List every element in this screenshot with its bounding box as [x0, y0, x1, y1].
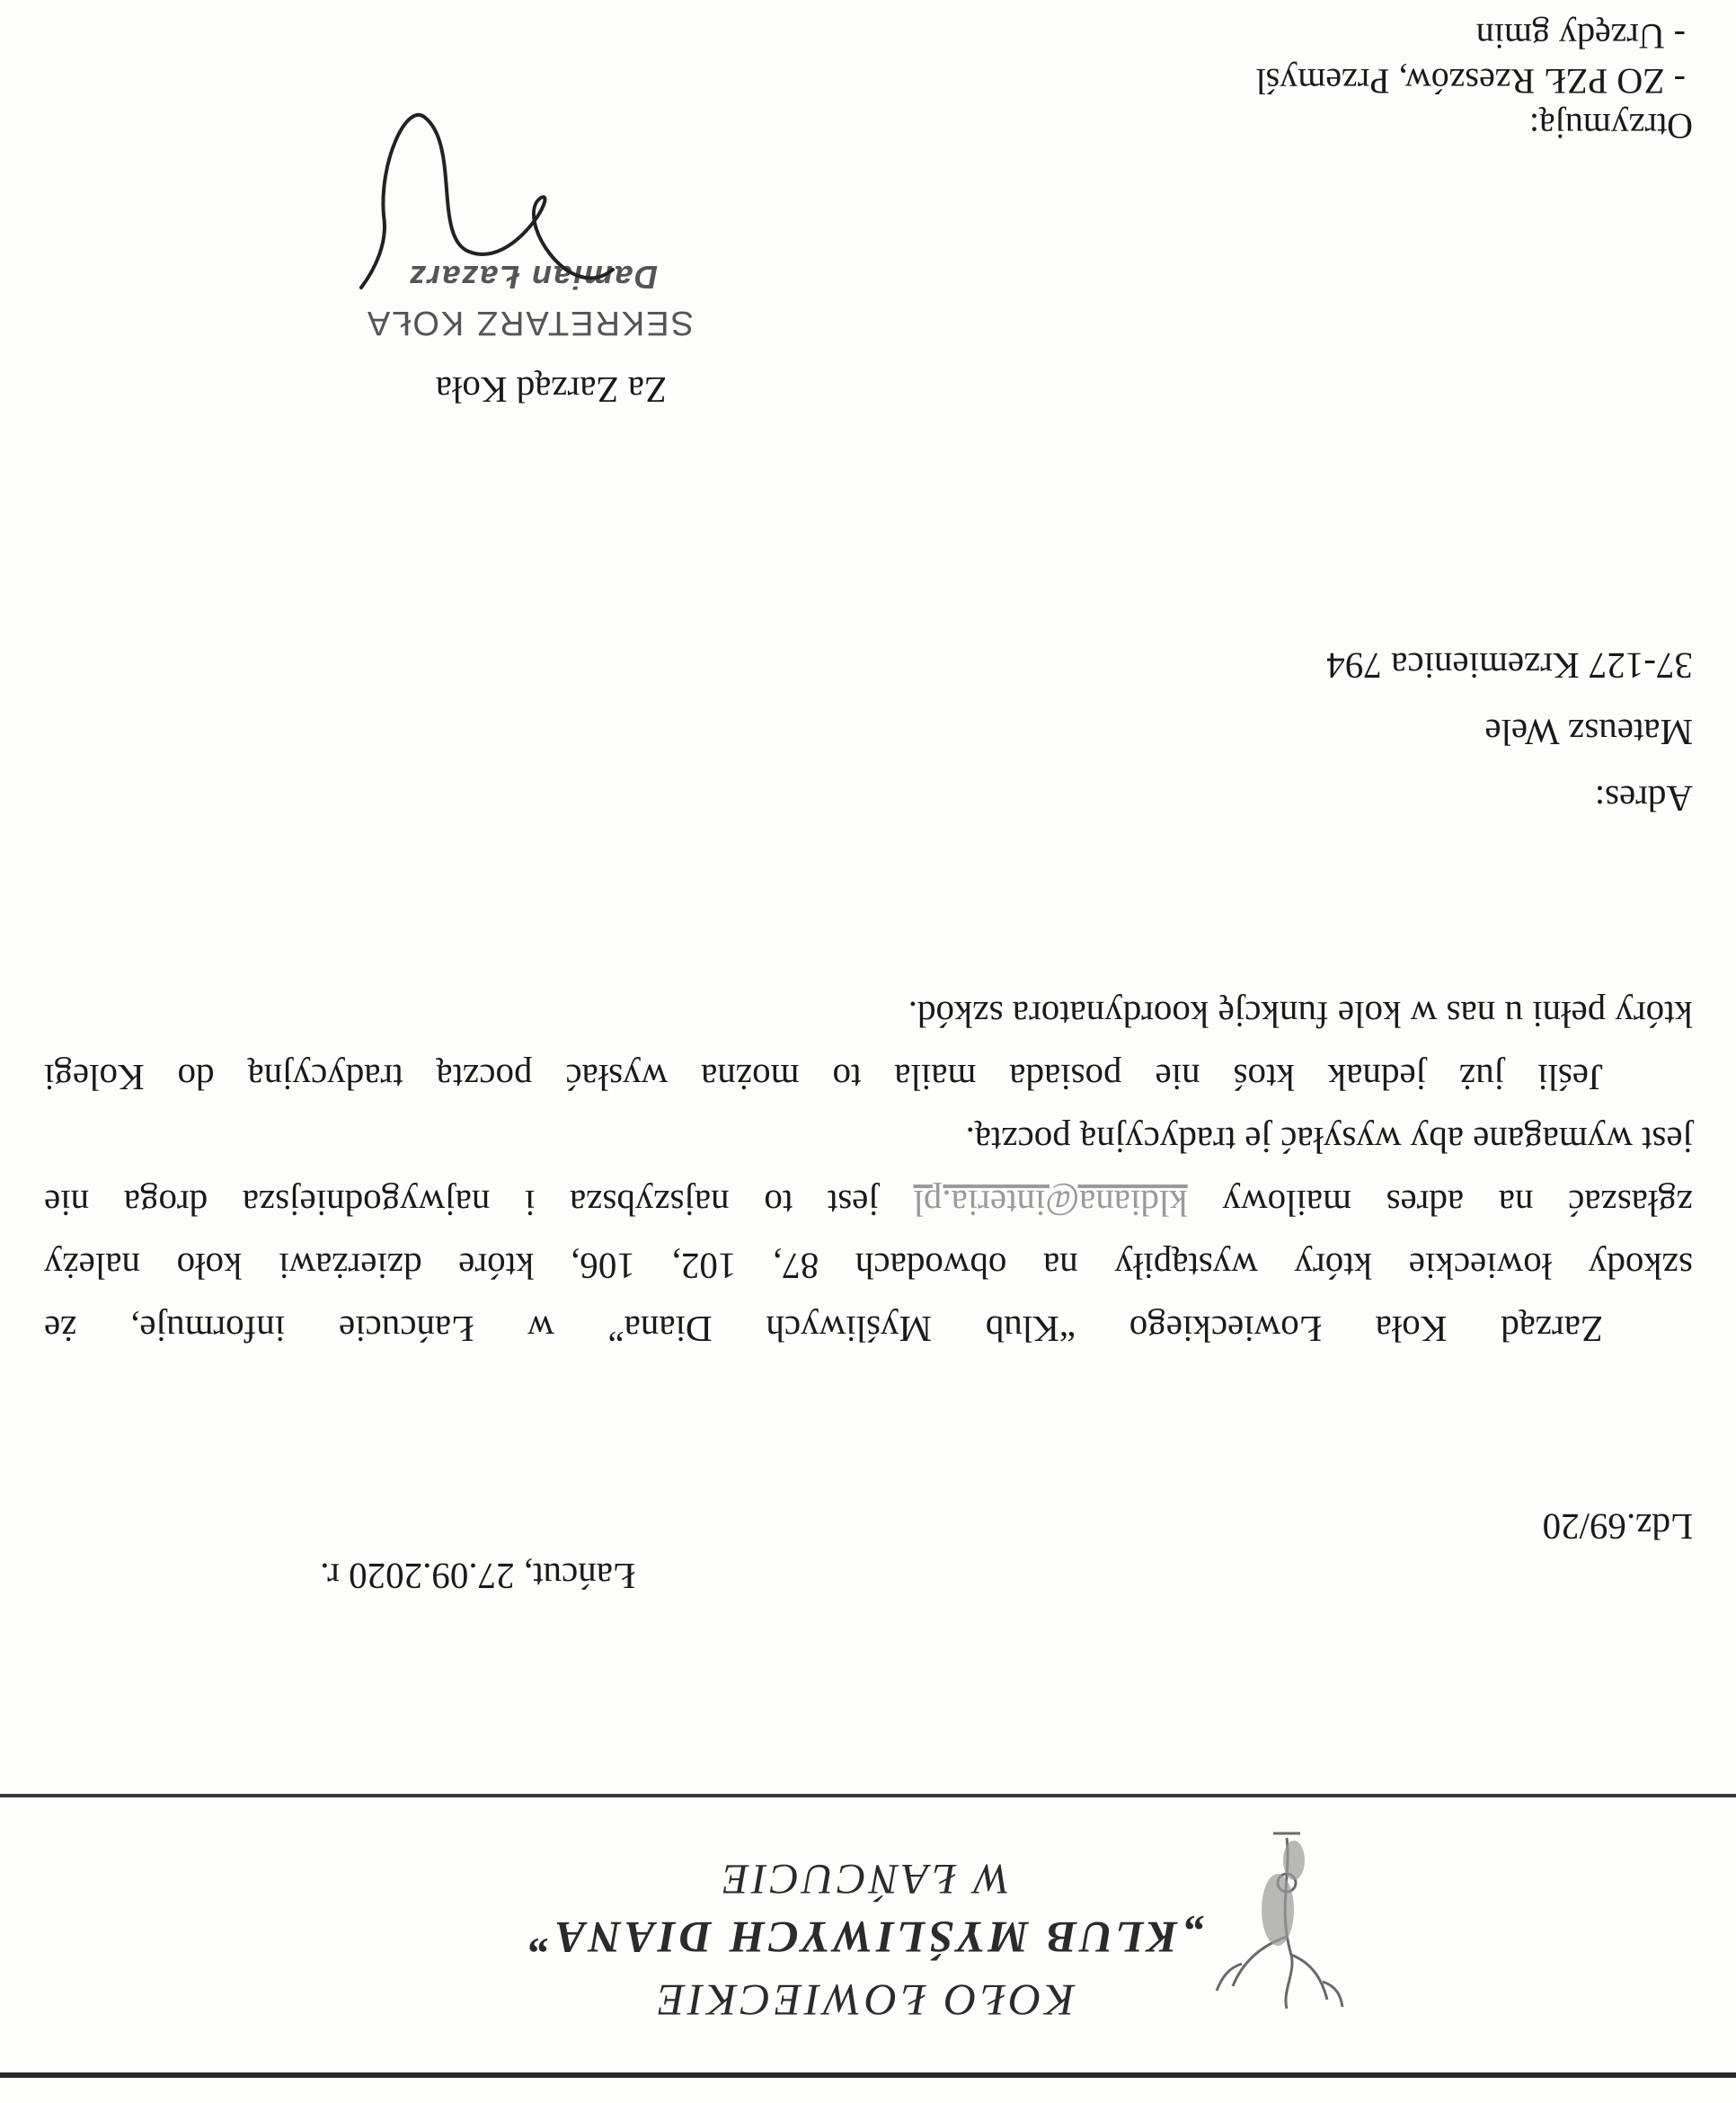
recipient-item: - ZO PZŁ Rzeszów, Przemyśl [1255, 61, 1686, 102]
recipients-label: Otrzymują: [1528, 106, 1693, 146]
org-name-line2: „KLUB MYŚLIWYCH DIANA” [525, 1912, 1204, 1963]
org-name-line3: W ŁAŃCUCIE [719, 1855, 1011, 1903]
paragraph1-line3-end: jest to najszybsza i najwygodniejsza droga nie [44, 1183, 879, 1224]
address-label: Adres: [1594, 778, 1693, 820]
paragraph1-line3-start: zgłaszać na adres mailowy [1222, 1183, 1693, 1224]
paragraph2-line1: Jeśli już jednak ktoś nie posiada maila to można wysłać pocztą tradycyjną do Kolegi [44, 1057, 1603, 1098]
recipient-item: - Urzędy gmin [1475, 16, 1686, 57]
paragraph1-line1: Zarząd Koła Łowieckiego “Klub Myśliwych Diana” w Łańcucie informuje, że [44, 1309, 1603, 1350]
place-date: Łańcut, 27.09.2020 r. [320, 1556, 635, 1597]
address-block [974, 643, 1693, 822]
recipients-block [974, 13, 1693, 148]
address-name: Mateusz Wele [1484, 712, 1693, 753]
email-link[interactable]: kldiana@interia.pl [913, 1183, 1188, 1224]
org-name-line1: KOŁO ŁOWIECKIE [653, 1975, 1076, 2026]
stamp-name: Damian Łazarz [407, 259, 658, 296]
stamp-title: SEKRETARZ KOŁA [365, 304, 694, 342]
handwritten-signature-icon [271, 90, 649, 324]
letterhead [0, 1797, 1736, 2103]
paragraph1-line3 [44, 1180, 1693, 1227]
address-street: 37-127 Krzemienica 794 [1326, 645, 1693, 687]
header-bottom-rule [0, 1794, 1736, 1797]
paragraph1-line4: jest wymagane aby wysyłać je tradycyjną pocztą. [965, 1120, 1693, 1161]
paragraph2-line2: który pełni u nas w kole funkcję koordynatora szkód. [908, 994, 1693, 1035]
paragraph1-line2: szkody łowieckie który wystąpiły na obwodach 87, 102, 106, które dzierżawi koło należy [44, 1246, 1693, 1287]
on-behalf-line: Za Zarząd Koła [435, 369, 667, 411]
reference-number: Ldz.69/20 [1542, 1506, 1693, 1548]
body-text [44, 991, 1693, 1353]
